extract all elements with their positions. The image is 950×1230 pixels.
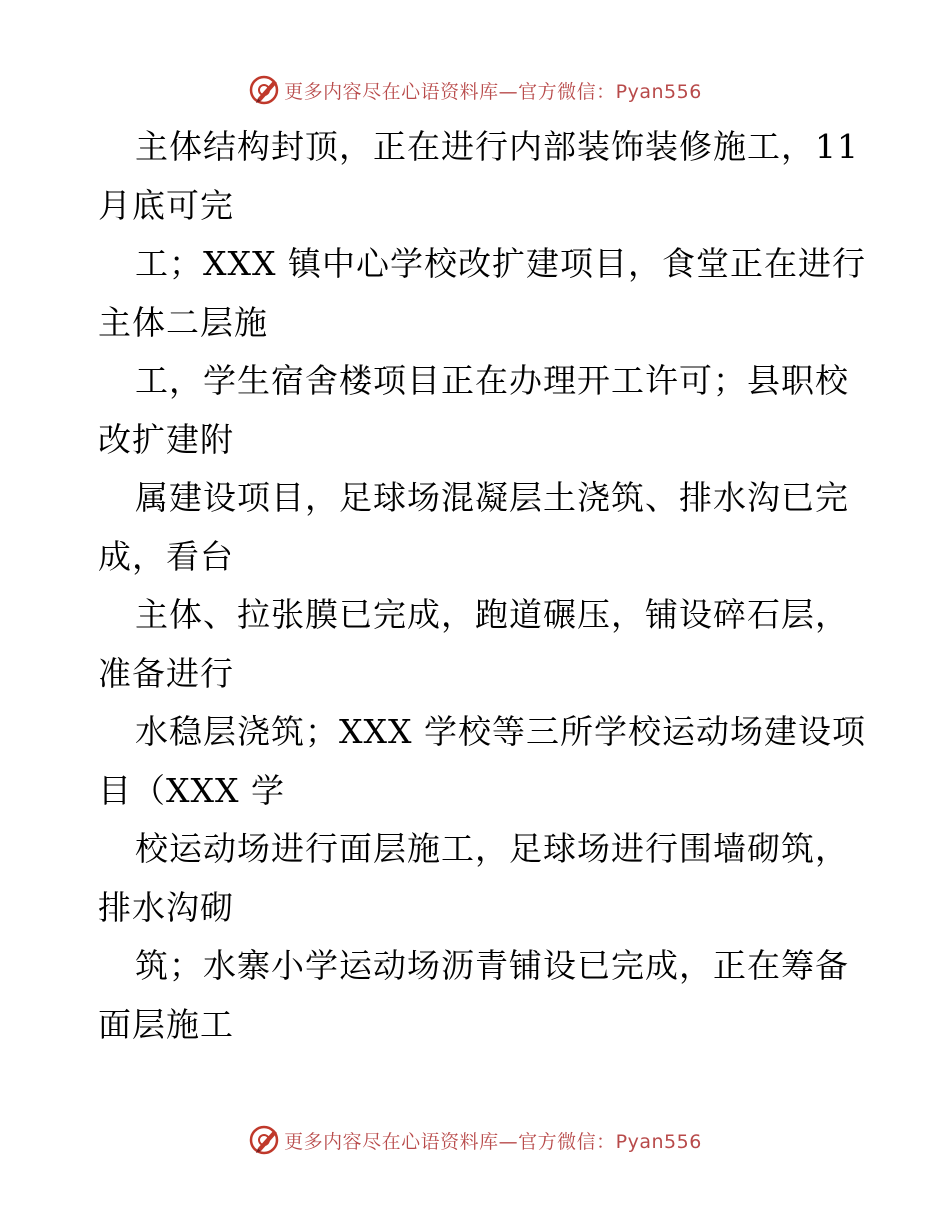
body-line: 主体二层施 xyxy=(98,302,268,342)
body-line: 目（XXX 学 xyxy=(98,770,285,810)
pen-logo-icon xyxy=(248,1124,280,1156)
body-line: 主体、拉张膜已完成，跑道碾压，铺设碎石层， xyxy=(135,595,849,634)
body-line: 工，学生宿舍楼项目正在办理开工许可；县职校 xyxy=(135,361,849,400)
body-line: 属建设项目，足球场混凝层土浇筑、排水沟已完 xyxy=(135,478,849,517)
body-line: 工；XXX 镇中心学校改扩建项目，食堂正在进行 xyxy=(135,244,866,283)
body-line: 面层施工 xyxy=(98,1004,234,1044)
body-line: 月底可完 xyxy=(98,185,234,225)
footer-banner xyxy=(0,1122,950,1158)
body-line: 水稳层浇筑；XXX 学校等三所学校运动场建设项 xyxy=(135,712,866,751)
footer-banner-text: 更多内容尽在心语资料库—官方微信：Pyan556 xyxy=(284,1130,702,1153)
body-line: 成，看台 xyxy=(98,536,234,576)
body-line: 主体结构封顶，正在进行内部装饰装修施工，11 xyxy=(135,127,859,166)
header-banner-text: 更多内容尽在心语资料库—官方微信：Pyan556 xyxy=(284,80,702,103)
body-line: 改扩建附 xyxy=(98,419,234,459)
document-body xyxy=(98,118,866,1054)
body-line: 筑；水寨小学运动场沥青铺设已完成，正在筹备 xyxy=(135,946,849,985)
body-line: 准备进行 xyxy=(98,653,234,693)
header-banner xyxy=(0,72,950,108)
body-line: 排水沟砌 xyxy=(98,887,234,927)
pen-logo-icon xyxy=(248,74,280,106)
body-line: 校运动场进行面层施工，足球场进行围墙砌筑， xyxy=(135,829,849,868)
